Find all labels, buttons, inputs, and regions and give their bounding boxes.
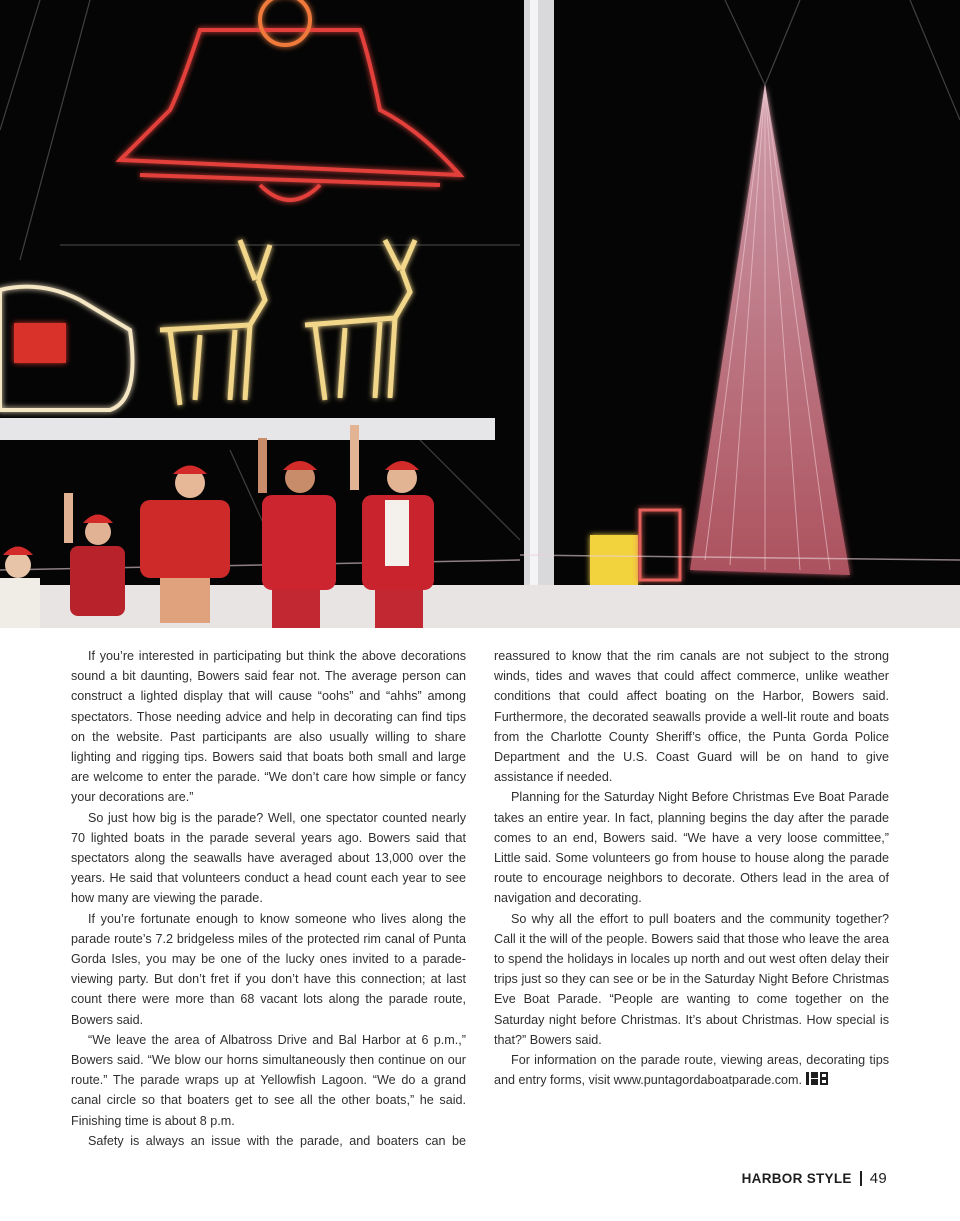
paragraph: So just how big is the parade? Well, one spectator counted nearly 70 lighted boats in the parade several years ago. Bowers said that spectators along the seawalls have averaged about 13,000 over the years. He said that volunteers conduct a head count each year to see how many are viewing the parade. bbox=[71, 810, 466, 906]
page-folio bbox=[742, 1170, 887, 1187]
paragraph: “We leave the area of Albatross Drive and Bal Harbor at 6 p.m.,” Bowers said. “We blow our horns simultaneously then continue on our route.” The parade wraps up at Yellowfish Lagoon. “We do a grand canal circle so that boaters get to see all the other boats,” he said. Finishing time is about 8 p.m. bbox=[71, 1032, 466, 1128]
paragraph: reassured to know that the rim canals are not subject to the strong winds, tides and waves that could affect commerce, unlike weather conditions that could affect boating on the Harbor, Bowers said. Furthermore, the decorated seawalls provide a well-lit route and boats from the Charlotte County Sheriff’s office, the Punta Gorda Police Department and the U.S. Coast Guard will be on hand to give assistance if needed. bbox=[494, 649, 889, 785]
paragraph: If you’re fortunate enough to know someone who lives along the parade route’s 7.2 bridgeless miles of the protected rim canal of Punta Gorda Isles, you may be one of the lucky ones invited to a parade-viewing party. But don’t fret if you don’t have this connection; at last count there were more than 68 vacant lots along the parade route, Bowers said. bbox=[71, 911, 466, 1027]
paragraph: Planning for the Saturday Night Before Christmas Eve Boat Parade takes an entire year. In fact, planning begins the day after the parade comes to an end, Bowers said. “We have a very loose committee,” Little said. Some volunteers go from house to house along the parade route to encourage neighbors to decorate. Others lead in the area of navigation and decorating. bbox=[494, 790, 889, 906]
closing-paragraph bbox=[494, 1050, 889, 1090]
paragraph: So why all the effort to pull boaters and the community together? Call it the will of the people. Bowers said that those who leave the area to spend the holidays in locales up north and out west often delay their trips just so they can see or be in the Saturday Night Before Christmas Eve Boat Parade. “People are wanting to come together on the Saturday night before Christmas. It’s about Christmas. How special is that?” Bowers said. bbox=[494, 911, 889, 1047]
end-mark-icon bbox=[806, 1071, 828, 1086]
folio-divider bbox=[860, 1171, 862, 1186]
page-number: 49 bbox=[869, 1170, 887, 1187]
paragraph: Safety is always an issue with the parade, and boaters can be bbox=[88, 1133, 466, 1148]
paragraph: If you’re interested in participating but think the above decorations sound a bit daunting, Bowers said fear not. The average person can construct a lighted display that will cause “oohs” and “ahhs” among spectators. Those needing advice and help in decorating can find tips on the website. Past participants are also usually willing to share lighting and rigging tips. Bowers said that boats both small and large are welcome to enter the parade. “We don’t care how simple or fancy your decorations are.” bbox=[71, 649, 466, 805]
magazine-name: HARBOR STYLE bbox=[741, 1171, 852, 1186]
article-column-left bbox=[71, 646, 466, 1151]
paragraph-text: For information on the parade route, viewing areas, decorating tips and entry forms, visit www.puntagordaboatparade.com. bbox=[494, 1053, 889, 1088]
article-column-right bbox=[494, 646, 889, 1090]
